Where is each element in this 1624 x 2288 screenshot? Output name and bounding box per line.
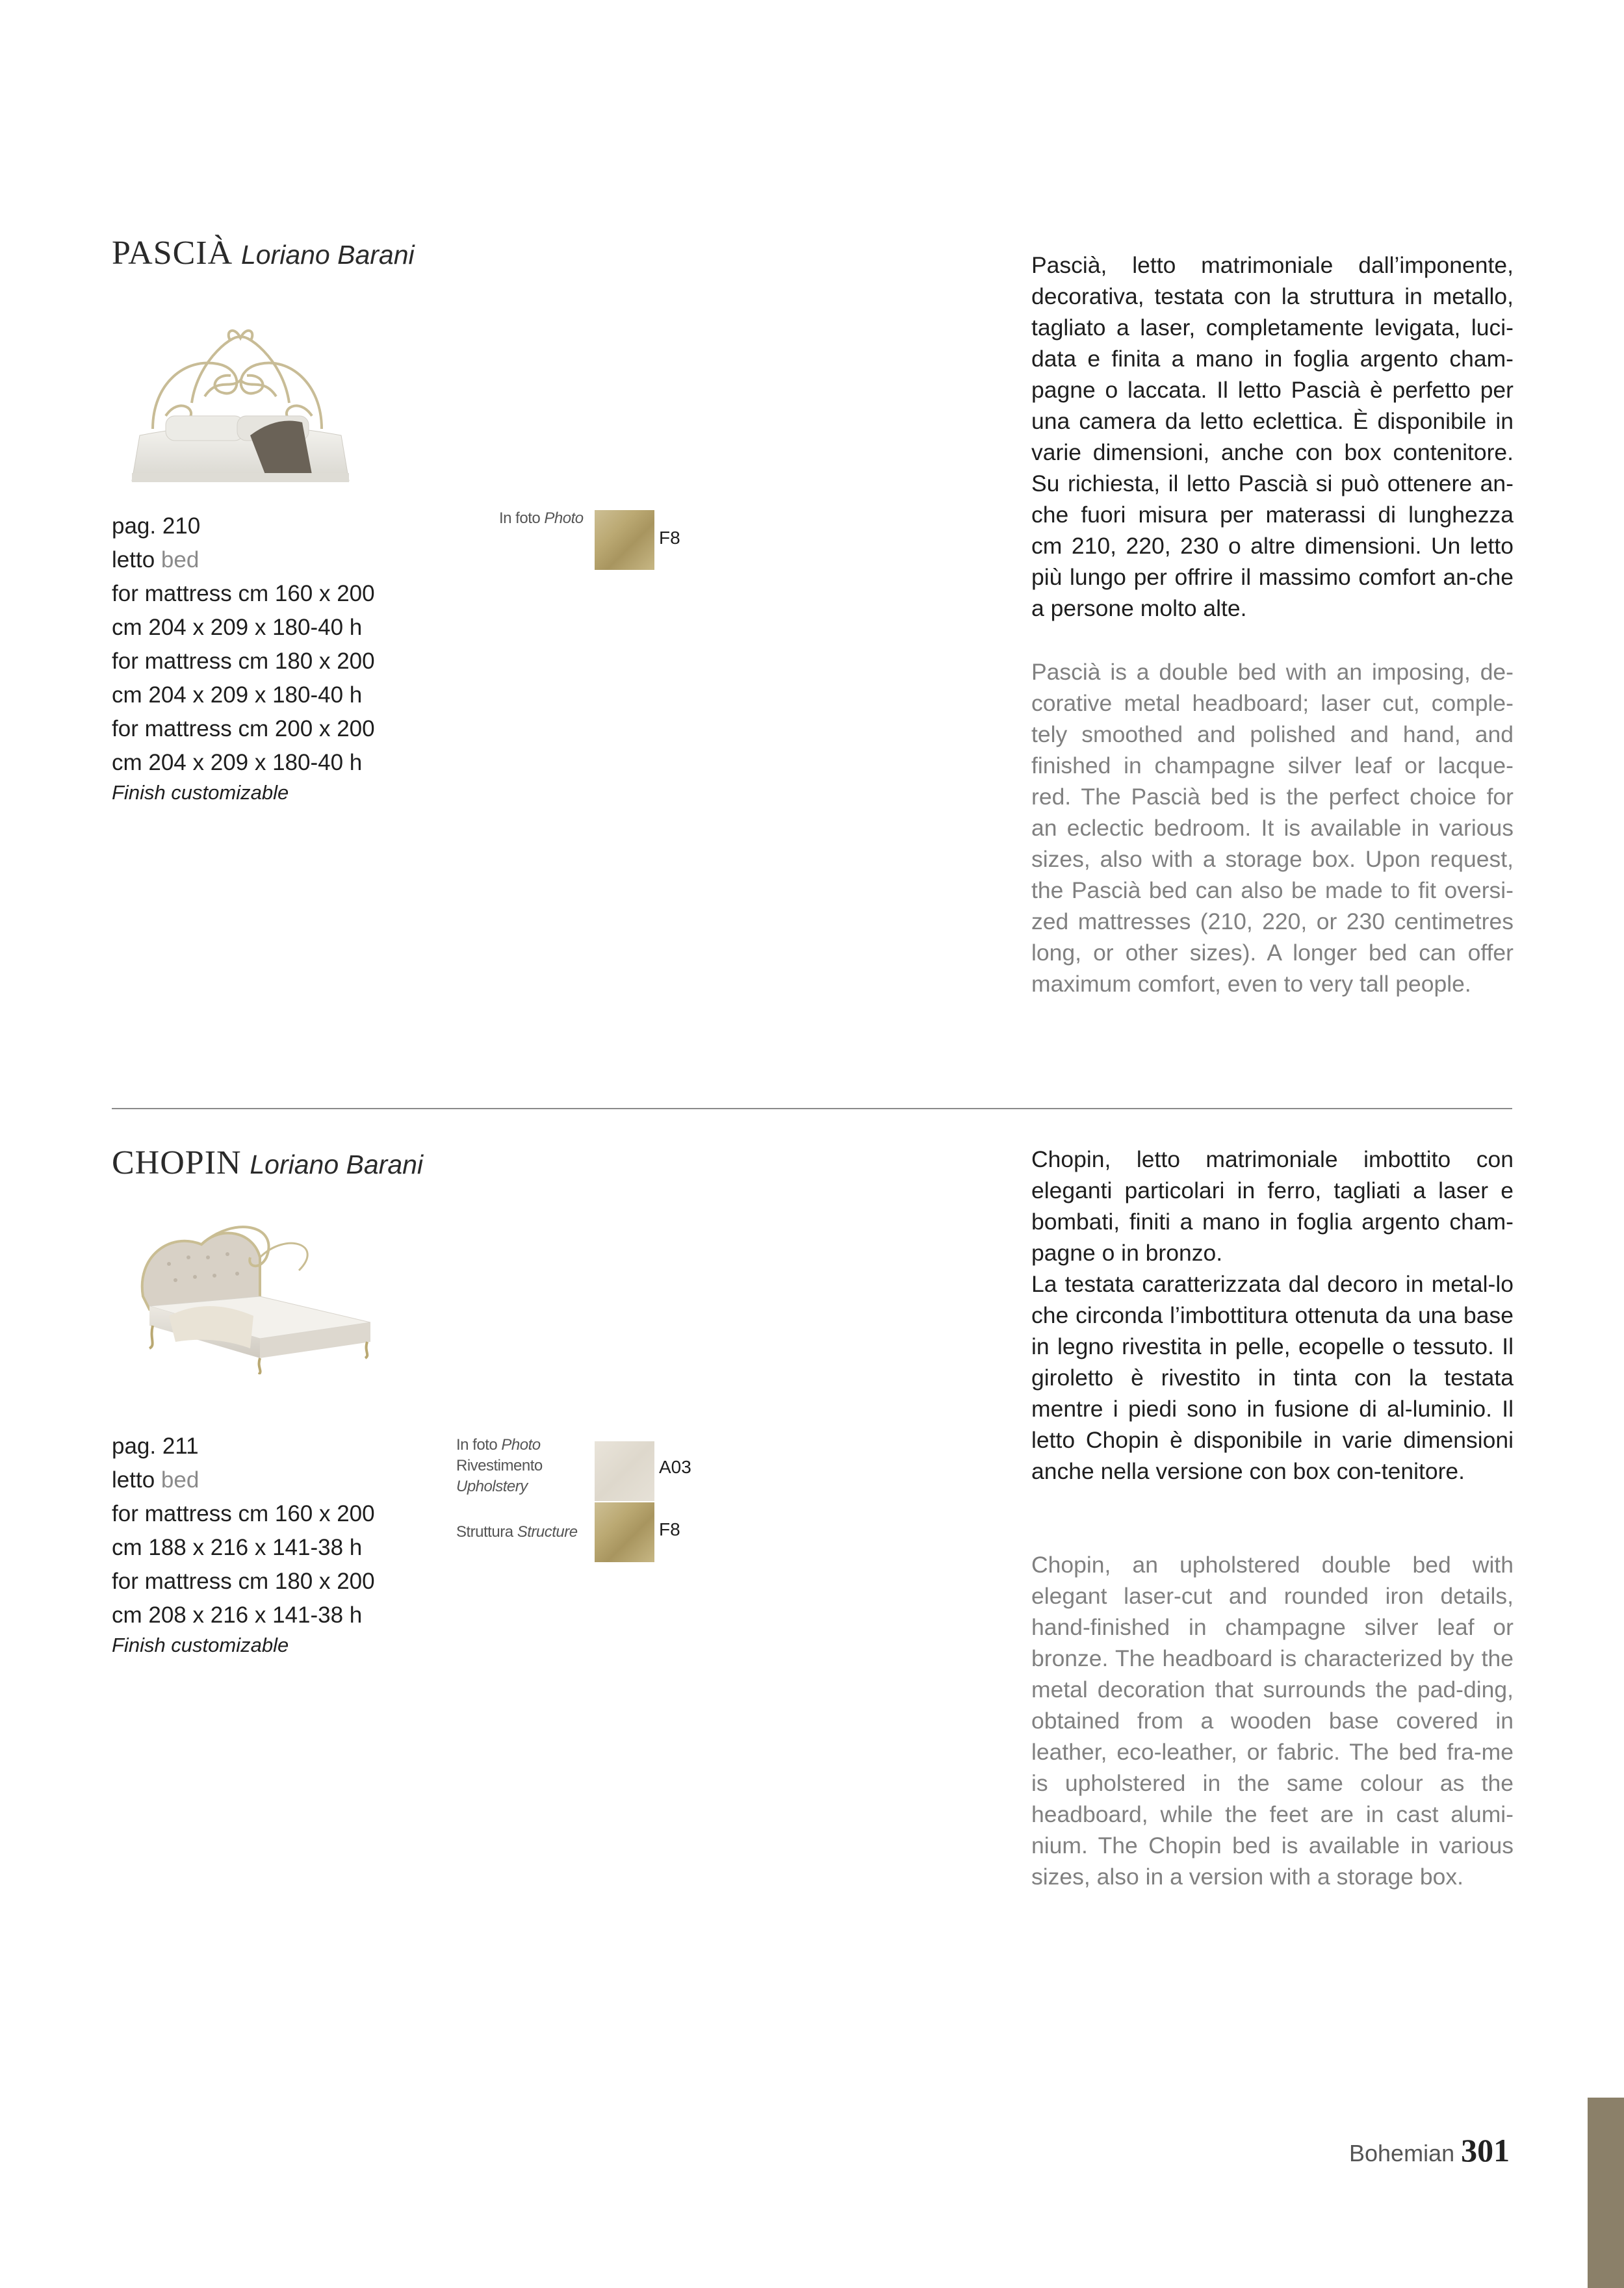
pascia-description-it: Pascià, letto matrimoniale dall’imponente, decorativa, testata con la struttura in metallo, tagliato a laser, completamente levigata, luci-data e finita a mano in foglia argento cham-pagne o laccata. Il letto Pascià è perfetto per una camera da letto eclettica. È disponibile in varie dimensioni, anche con box contenitore. Su richiesta, il letto Pascià si può ottenere an-che fuori misura per materassi di lunghezza cm 210, 220, 230 o altre dimensioni. Un letto più lungo per offrire il massimo comfort an-che a persone molto alte. bbox=[1031, 252, 1514, 621]
section-tab bbox=[1588, 2098, 1624, 2288]
finish-structure-label: Struttura Structure bbox=[456, 1523, 578, 1541]
finish-swatch-upholstery bbox=[595, 1441, 654, 1501]
product-designer: Loriano Barani bbox=[250, 1150, 424, 1179]
page-ref: pag. 210 bbox=[112, 513, 201, 539]
finish-note: Finish customizable bbox=[112, 781, 289, 804]
product-title-chopin bbox=[112, 1146, 423, 1181]
page-number: 301 bbox=[1461, 2132, 1510, 2168]
pascia-description-en: Pascià is a double bed with an imposing, de-corative metal headboard; laser cut, comple-tely smoothed and polished and hand, and finished in champagne silver leaf or lacque-red. The Pascià bed is the perfect choice for an eclectic bedroom. It is available in various sizes, also with a storage box. Upon request, the Pascià bed can also be made to fit oversi-zed mattresses (210, 220, or 230 centimetres long, or other sizes). A longer bed can offer maximum comfort, even to very tall people. bbox=[1031, 659, 1514, 997]
size-line: for mattress cm 160 x 200 bbox=[112, 581, 375, 606]
finish-photo-label: In foto Photo bbox=[499, 509, 584, 527]
size-line: for mattress cm 180 x 200 bbox=[112, 1569, 375, 1594]
size-line: cm 188 x 216 x 141-38 h bbox=[112, 1535, 363, 1560]
product-title-pascia bbox=[112, 237, 415, 272]
product-designer: Loriano Barani bbox=[240, 240, 415, 270]
chopin-bed-image bbox=[130, 1218, 377, 1374]
section-divider bbox=[112, 1108, 1512, 1109]
size-line: cm 204 x 209 x 180-40 h bbox=[112, 615, 363, 640]
product-name: PASCIÀ bbox=[112, 235, 233, 272]
product-type: letto bed bbox=[112, 547, 200, 572]
finish-code-structure: F8 bbox=[659, 1519, 680, 1539]
size-line: cm 208 x 216 x 141-38 h bbox=[112, 1602, 363, 1628]
finish-upholstery-label: Rivestimento bbox=[456, 1457, 543, 1474]
finish-swatch bbox=[595, 510, 654, 570]
product-type: letto bed bbox=[112, 1467, 200, 1493]
finish-note: Finish customizable bbox=[112, 1634, 289, 1656]
chopin-description-it: Chopin, letto matrimoniale imbottito con eleganti particolari in ferro, tagliati a laser e bombati, finiti a mano in foglia argento cham-pagne o in bronzo. La testata caratterizzata dal decoro in metal-lo che circonda l’imbottitura ottenuta da una base in legno rivestita in pelle, ecopelle o tessuto. Il giroletto è rivestito in tinta con la testata mentre i piedi sono in fusione di al-luminio. Il letto Chopin è disponibile in varie dimensioni anche nella versione con box con-tenitore. bbox=[1031, 1146, 1514, 1484]
chopin-specs bbox=[112, 1430, 375, 1658]
size-line: cm 204 x 209 x 180-40 h bbox=[112, 682, 363, 708]
finish-upholstery-label-en: Upholstery bbox=[456, 1478, 528, 1495]
chopin-description-en: Chopin, an upholstered double bed with elegant laser-cut and rounded iron details, hand-finished in champagne silver leaf or bronze. The headboard is characterized by the metal decoration that surrounds the pad-ding, obtained from a wooden base covered in leather, eco-leather, or fabric. The bed fra-me is upholstered in the same colour as the headboard, while the feet are in cast alumi-nium. The Chopin bed is available in various sizes, also in a version with a storage box. bbox=[1031, 1552, 1514, 1890]
section-name: Bohemian bbox=[1349, 2140, 1455, 2166]
product-name: CHOPIN bbox=[112, 1144, 242, 1181]
size-line: for mattress cm 160 x 200 bbox=[112, 1501, 375, 1526]
size-line: cm 204 x 209 x 180-40 h bbox=[112, 750, 363, 775]
pascia-specs bbox=[112, 509, 375, 806]
pascia-bed-image bbox=[127, 318, 354, 487]
finish-labels bbox=[456, 1435, 543, 1497]
finish-code-upholstery: A03 bbox=[659, 1457, 691, 1477]
finish-swatch-structure bbox=[595, 1502, 654, 1562]
size-line: for mattress cm 200 x 200 bbox=[112, 716, 375, 741]
page-ref: pag. 211 bbox=[112, 1433, 199, 1459]
size-line: for mattress cm 180 x 200 bbox=[112, 649, 375, 674]
page-footer bbox=[1349, 2131, 1510, 2169]
finish-code: F8 bbox=[659, 528, 680, 548]
finish-photo-label: In foto Photo bbox=[456, 1436, 541, 1454]
